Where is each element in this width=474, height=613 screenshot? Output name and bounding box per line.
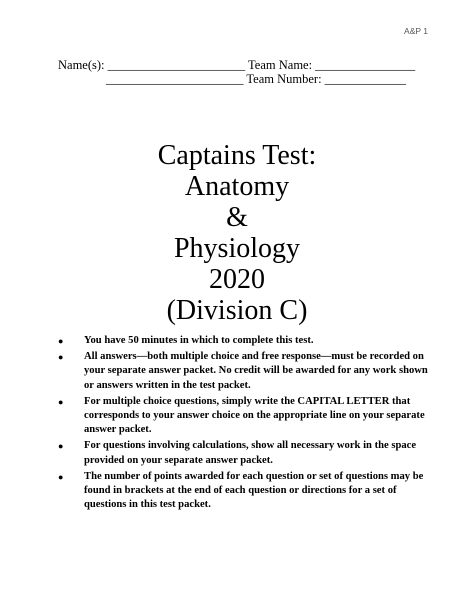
title-line-2: Anatomy xyxy=(184,171,290,202)
instruction-item xyxy=(58,439,434,468)
name-team-name-line: Name(s): ______________________ Team Name: ________________ xyxy=(58,58,416,72)
title-line-1: Captains Test: xyxy=(157,140,317,171)
instruction-text: For questions involving calculations, show all necessary work in the space provided on your separate answer packet. xyxy=(84,440,417,466)
title-line-3: & xyxy=(226,202,248,233)
instruction-text: For multiple choice questions, simply write the CAPITAL LETTER that corresponds to your answer choice on the appropriate line on your separate answer packet. xyxy=(84,395,425,436)
bullet-icon: ● xyxy=(58,351,64,362)
title-line-4: Physiology xyxy=(173,233,301,264)
document-title xyxy=(0,140,474,326)
bullet-icon: ● xyxy=(58,471,64,482)
bullet-icon: ● xyxy=(58,396,64,407)
title-line-5: 2020 xyxy=(209,264,265,295)
instruction-item xyxy=(58,470,434,513)
instruction-item xyxy=(58,395,434,438)
instruction-item xyxy=(58,350,434,393)
instruction-text: The number of points awarded for each question or set of questions may be found in brackets at the end of each question or directions for a set of questions in this test packet. xyxy=(84,470,424,511)
page-label: A&P 1 xyxy=(404,26,428,36)
instruction-text: All answers—both multiple choice and free response—must be recorded on your separate answer packet. No credit will be awarded for any work shown or answers written in the test packet. xyxy=(84,350,428,391)
title-line-6: (Division C) xyxy=(166,295,308,326)
bullet-icon: ● xyxy=(58,441,64,452)
instruction-item xyxy=(58,334,434,348)
instructions-list xyxy=(58,334,434,514)
team-number-line: ______________________ Team Number: _____________ xyxy=(106,72,406,86)
instruction-text: You have 50 minutes in which to complete this test. xyxy=(84,335,314,346)
bullet-icon: ● xyxy=(58,336,64,346)
